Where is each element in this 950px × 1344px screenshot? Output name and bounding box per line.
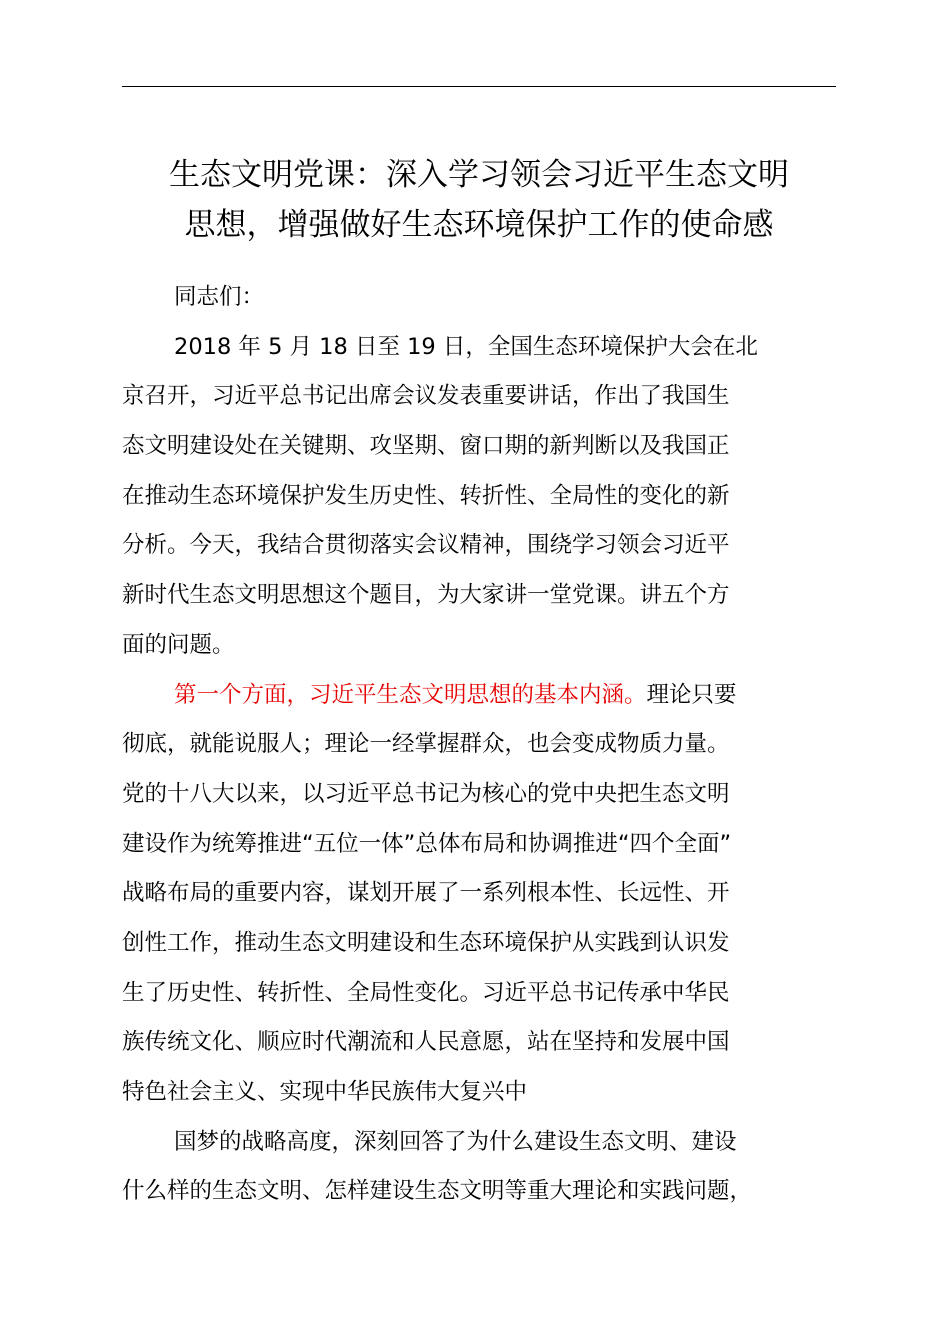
- paragraph-2-line: 建设作为统筹推进“五位一体”总体布局和协调推进“四个全面”: [122, 830, 732, 857]
- paragraph-1-line: 面的问题。: [122, 631, 235, 658]
- paragraph-3-line: 国梦的战略高度，深刻回答了为什么建设生态文明、建设: [174, 1128, 737, 1155]
- paragraph-2-first-tail: 理论只要: [646, 681, 737, 708]
- paragraph-3-line: 什么样的生态文明、怎样建设生态文明等重大理论和实践问题，: [122, 1178, 753, 1205]
- paragraph-2-line: 彻底，就能说服人；理论一经掌握群众，也会变成物质力量。: [122, 731, 730, 758]
- paragraph-2-first-line: [122, 671, 836, 721]
- paragraph-3: [122, 1118, 836, 1217]
- paragraph-2-line: 生了历史性、转折性、全局性变化。习近平总书记传承中华民: [122, 979, 730, 1006]
- header-rule: [122, 86, 836, 87]
- document-body: [122, 273, 836, 1217]
- document-title: [100, 150, 858, 250]
- paragraph-2-line: 特色社会主义、实现中华民族伟大复兴中: [122, 1079, 528, 1105]
- paragraph-2-line: 创性工作，推动生态文明建设和生态环境保护从实践到认识发: [122, 929, 730, 956]
- paragraph-2-line: 族传统文化、顺应时代潮流和人民意愿，站在坚持和发展中国: [122, 1029, 730, 1056]
- paragraph-1-line: 2018 年 5 月 18 日至 19 日，全国生态环境保护大会在北: [174, 333, 758, 360]
- paragraph-2: [122, 671, 836, 1118]
- paragraph-2-line: 战略布局的重要内容，谋划开展了一系列根本性、长远性、开: [122, 880, 730, 907]
- paragraph-1-line: 态文明建设处在关键期、攻坚期、窗口期的新判断以及我国正: [122, 433, 730, 460]
- paragraph-1-line: 京召开，习近平总书记出席会议发表重要讲话，作出了我国生: [122, 383, 730, 410]
- paragraph-1-line: 在推动生态环境保护发生历史性、转折性、全局性的变化的新: [122, 482, 730, 509]
- paragraph-1-line: 新时代生态文明思想这个题目，为大家讲一堂党课。讲五个方: [122, 582, 730, 609]
- section-heading: 第一个方面，习近平生态文明思想的基本内涵。: [174, 681, 647, 708]
- salutation: 同志们：: [174, 284, 265, 310]
- paragraph-1: [122, 323, 836, 671]
- paragraph-2-line: 党的十八大以来，以习近平总书记为核心的党中央把生态文明: [122, 780, 730, 807]
- paragraph-1-line: 分析。今天，我结合贯彻落实会议精神，围绕学习领会习近平: [122, 532, 730, 559]
- title-line-2: 思想，增强做好生态环境保护工作的使命感: [184, 207, 774, 243]
- title-line-1: 生态文明党课：深入学习领会习近平生态文明: [169, 157, 789, 193]
